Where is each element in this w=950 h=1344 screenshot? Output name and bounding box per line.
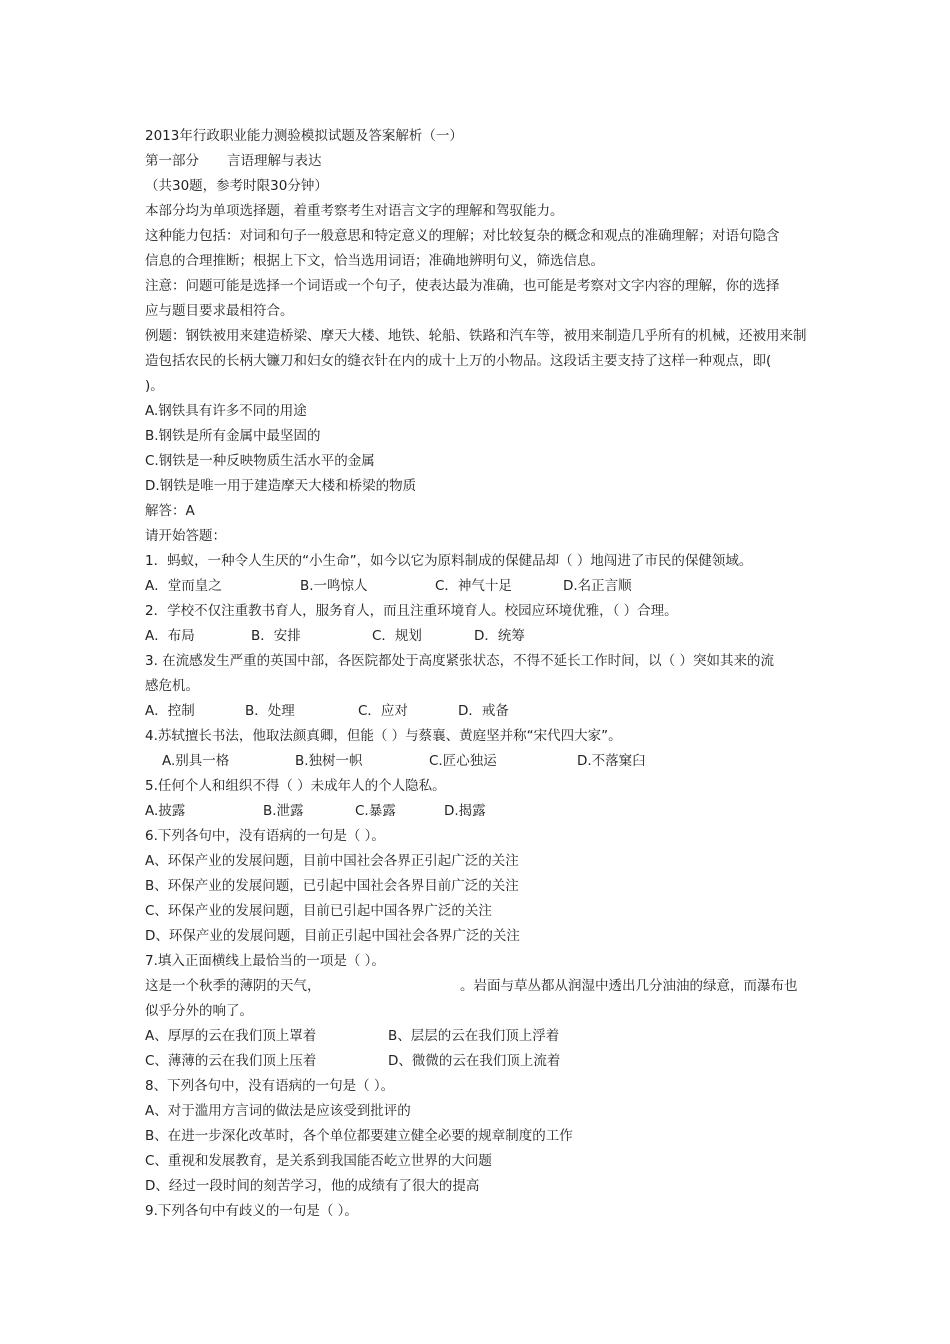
question-4-stem: 4.苏轼擅长书法，他取法颜真卿，但能（ ）与蔡襄、黄庭坚并称“宋代四大家”。 bbox=[145, 728, 622, 744]
question-5-stem: 5.任何个人和组织不得（ ）未成年人的个人隐私。 bbox=[145, 778, 446, 794]
intro-line: 信息的合理推断；根据上下文，恰当选用词语；准确地辨明句义，筛选信息。 bbox=[145, 253, 604, 269]
question-6-stem: 6.下列各句中，没有语病的一句是（ ）。 bbox=[145, 828, 385, 844]
option-b: B、层层的云在我们顶上浮着 bbox=[388, 1028, 560, 1044]
option-a: A、环保产业的发展问题，目前中国社会各界正引起广泛的关注 bbox=[145, 853, 519, 869]
option-d: D．戒备 bbox=[458, 703, 509, 719]
question-4-options bbox=[145, 749, 810, 774]
intro-line: 注意：问题可能是选择一个词语或一个句子，使表达最为准确，也可能是考察对文字内容的理解，你的选择 bbox=[145, 278, 780, 294]
option-b: B.泄露 bbox=[263, 803, 304, 819]
document-body bbox=[145, 124, 810, 1224]
part-name: 言语理解与表达 bbox=[227, 153, 322, 169]
question-7-passage bbox=[145, 974, 810, 999]
option-b: B．处理 bbox=[245, 703, 295, 719]
option-b: B、环保产业的发展问题，已引起中国社会各界目前广泛的关注 bbox=[145, 878, 519, 894]
option-d: D、经过一段时间的刻苦学习，他的成绩有了很大的提高 bbox=[145, 1178, 480, 1194]
start-prompt: 请开始答题： bbox=[145, 528, 226, 544]
question-3-stem: 感危机。 bbox=[145, 678, 199, 694]
intro-line: 本部分均为单项选择题，着重考察考生对语言文字的理解和驾驭能力。 bbox=[145, 203, 564, 219]
question-3-stem: 3. 在流感发生严重的英国中部，各医院都处于高度紧张状态，不得不延长工作时间，以（ ）突如其来的流 bbox=[145, 653, 774, 669]
part-label: 第一部分 bbox=[145, 153, 199, 169]
question-1-stem: 1．蚂蚁，一种令人生厌的“小生命”，如今以它为原料制成的保健品却（ ）地闯进了市民的保健领域。 bbox=[145, 553, 753, 569]
example-line: 造包括农民的长柄大镰刀和妇女的缝衣针在内的成十上万的小物品。这段话主要支持了这样一种观点，即( bbox=[145, 353, 772, 369]
example-answer: 解答：A bbox=[145, 503, 195, 519]
option-a: A．布局 bbox=[145, 628, 195, 644]
option-c: C、薄薄的云在我们顶上压着 bbox=[145, 1053, 317, 1069]
option-d: D、微微的云在我们顶上流着 bbox=[388, 1053, 561, 1069]
question-1-options bbox=[145, 574, 810, 599]
passage-after-blank: 。岩面与草丛都从润湿中透出几分油油的绿意，而瀑布也 bbox=[460, 978, 798, 994]
option-c: C．应对 bbox=[358, 703, 408, 719]
section-info: （共30题，参考时限30分钟） bbox=[145, 178, 328, 194]
example-line: )。 bbox=[145, 378, 164, 394]
example-option: C.钢铁是一种反映物质生活水平的金属 bbox=[145, 453, 375, 469]
intro-line: 这种能力包括：对词和句子一般意思和特定意义的理解；对比较复杂的概念和观点的准确理解；对语句隐含 bbox=[145, 228, 780, 244]
option-b: B、在进一步深化改革时，各个单位都要建立健全必要的规章制度的工作 bbox=[145, 1128, 573, 1144]
option-a: A．控制 bbox=[145, 703, 195, 719]
option-d: D.名正言顺 bbox=[563, 578, 632, 594]
option-d: D．统筹 bbox=[474, 628, 525, 644]
question-3-options bbox=[145, 699, 810, 724]
question-2-options bbox=[145, 624, 810, 649]
option-a: A.披露 bbox=[145, 803, 186, 819]
option-c: C.匠心独运 bbox=[429, 753, 497, 769]
option-a: A.别具一格 bbox=[162, 753, 230, 769]
question-9-stem: 9.下列各句中有歧义的一句是（ ）。 bbox=[145, 1203, 358, 1219]
question-7-options-ab bbox=[145, 1024, 810, 1049]
question-5-options bbox=[145, 799, 810, 824]
question-2-stem: 2．学校不仅注重教书育人，服务育人，而且注重环境育人。校园应环境优雅，（ ）合理。 bbox=[145, 603, 678, 619]
option-c: C、环保产业的发展问题，目前已引起中国各界广泛的关注 bbox=[145, 903, 492, 919]
intro-line: 应与题目要求最相符合。 bbox=[145, 303, 294, 319]
example-line: 例题：钢铁被用来建造桥梁、摩天大楼、地铁、轮船、铁路和汽车等，被用来制造几乎所有的机械，还被用来制 bbox=[145, 328, 807, 344]
option-a: A、对于滥用方言词的做法是应该受到批评的 bbox=[145, 1103, 411, 1119]
option-d: D.不落窠臼 bbox=[577, 753, 646, 769]
option-a: A．堂而皇之 bbox=[145, 578, 222, 594]
option-c: C．规划 bbox=[372, 628, 422, 644]
passage-before-blank: 这是一个秋季的薄阴的天气， bbox=[145, 978, 321, 994]
example-option: A.钢铁具有许多不同的用途 bbox=[145, 403, 307, 419]
question-7-stem: 7.填入正面横线上最恰当的一项是（ ）。 bbox=[145, 953, 385, 969]
example-option: B.钢铁是所有金属中最坚固的 bbox=[145, 428, 321, 444]
option-d: D.揭露 bbox=[444, 803, 486, 819]
option-a: A、厚厚的云在我们顶上罩着 bbox=[145, 1028, 317, 1044]
question-8-stem: 8、下列各句中，没有语病的一句是（ ）。 bbox=[145, 1078, 395, 1094]
option-c: C.暴露 bbox=[355, 803, 396, 819]
option-d: D、环保产业的发展问题，目前正引起中国社会各界广泛的关注 bbox=[145, 928, 520, 944]
passage-continuation: 似乎分外的响了。 bbox=[145, 1003, 253, 1019]
option-c: C．神气十足 bbox=[435, 578, 512, 594]
option-c: C、重视和发展教育，是关系到我国能否屹立世界的大问题 bbox=[145, 1153, 492, 1169]
part-heading bbox=[145, 149, 810, 174]
example-option: D.钢铁是唯一用于建造摩天大楼和桥梁的物质 bbox=[145, 478, 417, 494]
option-b: B．安排 bbox=[251, 628, 301, 644]
question-7-options-cd bbox=[145, 1049, 810, 1074]
option-b: B.一鸣惊人 bbox=[300, 578, 368, 594]
document-title: 2013年行政职业能力测验模拟试题及答案解析（一） bbox=[145, 128, 463, 144]
option-b: B.独树一帜 bbox=[295, 753, 363, 769]
